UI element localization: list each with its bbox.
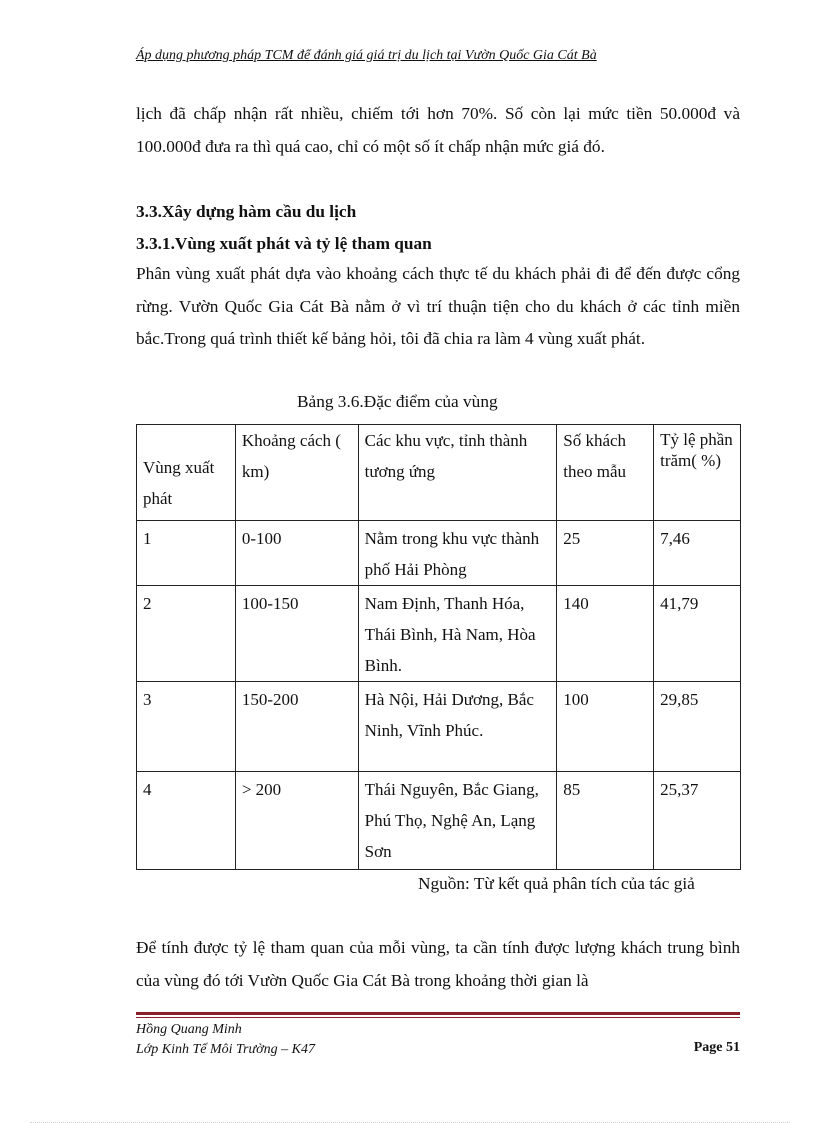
table-row	[137, 682, 741, 772]
cell-percent: 41,79	[654, 586, 741, 682]
cell-areas: Nằm trong khu vực thành phố Hải Phòng	[358, 521, 557, 586]
table-caption: Bảng 3.6.Đặc điểm của vùng	[297, 392, 498, 411]
table-row	[137, 772, 741, 870]
cell-region: 3	[137, 682, 236, 772]
cell-areas: Nam Định, Thanh Hóa, Thái Bình, Hà Nam, Hòa Bình.	[358, 586, 557, 682]
header-percent: Tỷ lệ phần trăm( %)	[654, 425, 741, 521]
header-distance: Khoảng cách ( km)	[235, 425, 358, 521]
subsection-heading: 3.3.1.Vùng xuất phát và tỷ lệ tham quan	[136, 234, 432, 253]
cell-areas: Thái Nguyên, Bắc Giang, Phú Thọ, Nghệ An, Lạng Sơn	[358, 772, 557, 870]
footer-rule	[136, 1012, 740, 1015]
cell-percent: 25,37	[654, 772, 741, 870]
header-areas: Các khu vực, tỉnh thành tương ứng	[358, 425, 557, 521]
table-source: Nguồn: Từ kết quả phân tích của tác giả	[418, 874, 695, 893]
cell-region: 2	[137, 586, 236, 682]
cell-percent: 29,85	[654, 682, 741, 772]
closing-paragraph: Để tính được tỷ lệ tham quan của mỗi vùng, ta cần tính được lượng khách trung bình của vùng đó tới Vườn Quốc Gia Cát Bà trong khoảng thời gian là	[136, 938, 740, 990]
page-number: Page 51	[693, 1040, 740, 1055]
footer-class: Lớp Kinh Tế Môi Trường – K47	[136, 1042, 315, 1057]
cell-visitors: 25	[557, 521, 654, 586]
table-row	[137, 586, 741, 682]
cell-distance: 0-100	[235, 521, 358, 586]
cell-region: 1	[137, 521, 236, 586]
section-heading: 3.3.Xây dựng hàm cầu du lịch	[136, 202, 357, 221]
cell-visitors: 100	[557, 682, 654, 772]
footer-rule-thin	[136, 1017, 740, 1018]
intro-paragraph: lịch đã chấp nhận rất nhiều, chiếm tới hơn 70%. Số còn lại mức tiền 50.000đ và 100.000đ đưa ra thì quá cao, chỉ có một số ít chấp nhận mức giá đó.	[136, 104, 740, 156]
cell-distance: 150-200	[235, 682, 358, 772]
header-region: Vùng xuất phát	[137, 425, 236, 521]
cell-distance: 100-150	[235, 586, 358, 682]
cell-percent: 7,46	[654, 521, 741, 586]
cell-visitors: 140	[557, 586, 654, 682]
section-paragraph: Phân vùng xuất phát dựa vào khoảng cách thực tế du khách phải đi để đến được cổng rừng. Vườn Quốc Gia Cát Bà nằm ở vì trí thuận tiện cho du khách ở các tỉnh miền bắc.Trong quá trình thiết kế bảng hỏi, tôi đã chia ra làm 4 vùng xuất phát.	[136, 264, 740, 348]
cell-region: 4	[137, 772, 236, 870]
page-footer	[136, 1020, 740, 1060]
table-header-row	[137, 425, 741, 521]
cell-distance: > 200	[235, 772, 358, 870]
page-header-title: Áp dụng phương pháp TCM để đánh giá giá trị du lịch tại Vườn Quốc Gia Cát Bà	[136, 48, 597, 63]
footer-author: Hồng Quang Minh	[136, 1022, 242, 1037]
header-visitors: Số khách theo mẫu	[557, 425, 654, 521]
cell-visitors: 85	[557, 772, 654, 870]
table-row	[137, 521, 741, 586]
regions-table	[136, 424, 741, 870]
cell-areas: Hà Nội, Hải Dương, Bắc Ninh, Vĩnh Phúc.	[358, 682, 557, 772]
